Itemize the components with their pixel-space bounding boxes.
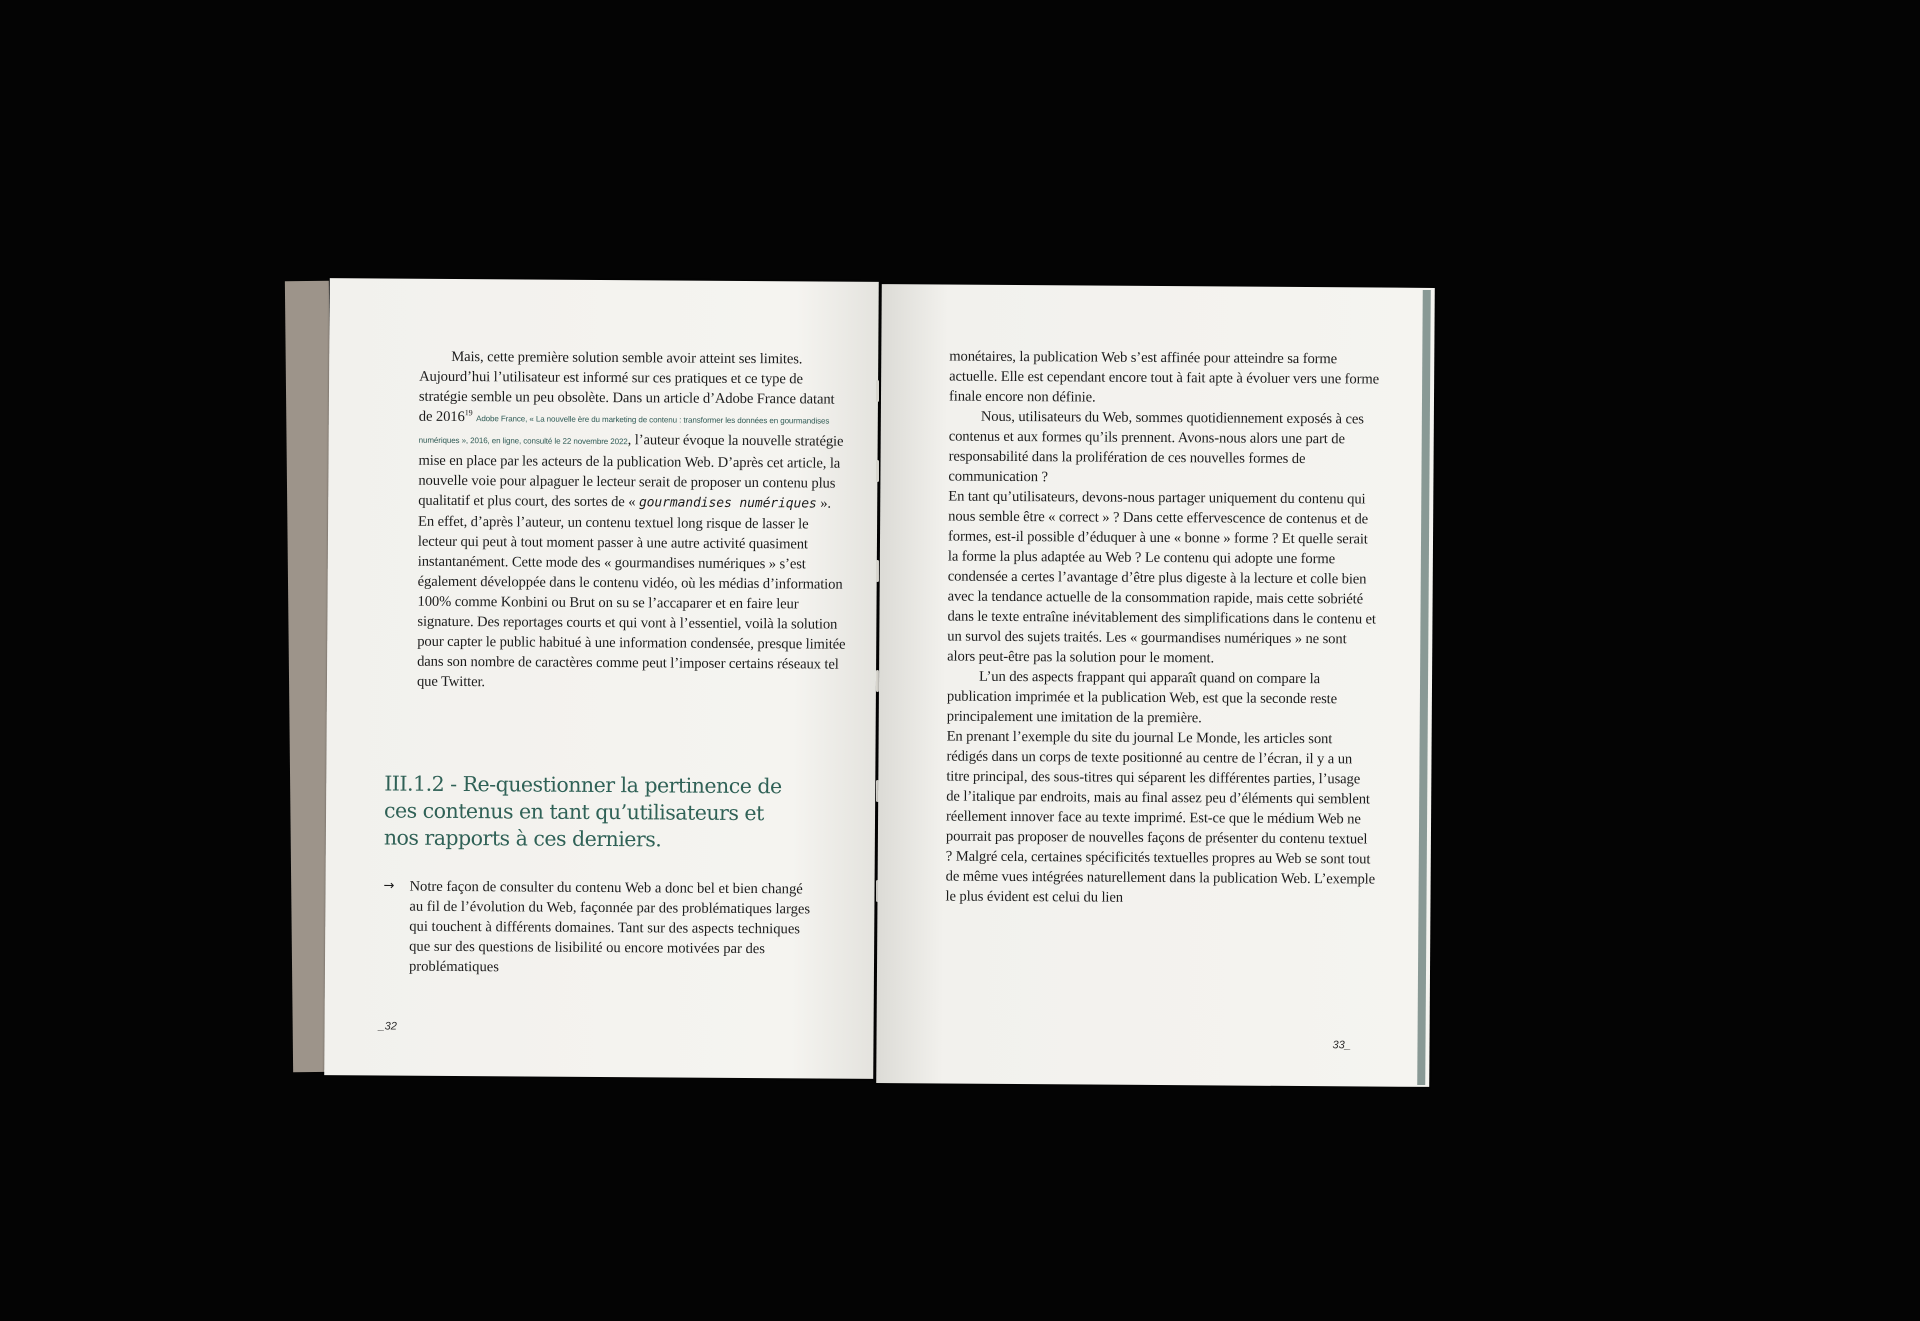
left-paragraph-1 xyxy=(417,347,849,695)
right-paragraph-4: L’un des aspects frappant qui apparaît quand on compare la publication imprimée et la publication Web, est que la seconde reste principalement une imitation de la première. xyxy=(946,668,1338,727)
right-paragraph-1: monétaires, la publication Web s’est affinée pour atteindre sa forme actuelle. Elle est cependant encore tout à fait apte à évoluer vers une forme finale encore non définie. xyxy=(948,348,1380,406)
left-paragraph-2: Notre façon de consulter du contenu Web a donc bel et bien changé au fil de l’évolution du Web, façonnée par des problématiques larges qui touchent à différents domaines. Tant sur des aspects techniques que sur des questions de lisibilité ou encore motivées par des problématiques xyxy=(408,878,811,976)
left-page xyxy=(324,278,879,1079)
stitch xyxy=(876,460,879,482)
paragraph-text: ». En effet, d’après l’auteur, un contenu textuel long risque de lasser le lecteur qui peut à tout moment passer à une autre activité quasiment instantanément. Cette mode des « gourmandises numériques » s’est également développée dans le contenu vidéo, où les médias d’information 100% comme Konbini ou Brut on su se l’accaparer et en faire leur signature. Des reportages courts et qui vont à l’essentiel, voilà la solution pour capter le public habitué à une information condensée, presque limitée dans son nombre de caractères comme peut l’imposer certains réseaux tel que Twitter. xyxy=(416,495,846,691)
left-body-text xyxy=(417,347,849,695)
page-number-left: _32 xyxy=(378,1020,397,1033)
arrow-right-icon: → xyxy=(383,878,395,894)
stitch xyxy=(876,560,879,582)
footnote-number: 19 xyxy=(464,408,473,418)
arrow-paragraph xyxy=(383,876,816,979)
stitch xyxy=(876,380,879,402)
right-paragraph-3: En tant qu’utilisateurs, devons-nous partager uniquement du contenu qui nous semble être « correct » ? Dans cette effervescence de contenus et de formes, est-il possible d’éduquer à une « bonne » forme ? Et quelle serait la forme la plus adaptée au Web ? Le contenu qui adopte une forme condensée a certes l’avantage d’être plus digeste à la lecture et colle bien avec la tendance actuelle de la consommation rapide, mais cette sobriété dans le texte entraîne inévitablement des simplifications dans le contenu et un survol des sujets traités. Les « gourmandises numériques » ne sont alors peut-être pas la solution pour le moment. xyxy=(947,488,1376,667)
paragraph-text: Mais, cette première solution semble avoir atteint ses limites. Aujourd’hui l’utilisateur est informé sur ces pratiques et ce type de stratégie semble un peu obsolète. Dans un article d’Adobe France datant de 2016 xyxy=(418,348,835,426)
right-paragraph-5: En prenant l’exemple du site du journal Le Monde, les articles sont rédigés dans un corps de texte positionné au centre de l’écran, il y a un titre principal, des sous-titres qui séparent les différentes parties, l’usage de l’italique par endroits, mais au final assez peu d’éléments qui semblent réellement innover face au texte imprimé. Est-ce que le médium Web ne pourrait pas proposer de nouvelles façons de présenter du contenu textuel ? Malgré cela, certaines spécificités textuelles propres au Web se sont tout de même vues intégrées naturellement dans la publication Web. L’exemple le plus évident est celui du lien xyxy=(945,728,1376,906)
page-number-right: 33_ xyxy=(1332,1039,1351,1052)
right-page xyxy=(876,284,1435,1087)
right-paragraph-2: Nous, utilisateurs du Web, sommes quotidiennement exposés à ces contenus et aux formes qu’ils prennent. Avons-nous alors une part de responsabilité dans la prolifération de ces nouvelles formes de communication ? xyxy=(948,408,1364,486)
right-body-text xyxy=(945,347,1379,910)
paragraph-text: , l’auteur évoque la nouvelle stratégie mise en place par les acteurs de la publication Web. D’après cet article, la nouvelle voie pour alpaguer le lecteur serait de proposer un contenu plus qualitatif et plus court, des sortes de « xyxy=(418,432,844,511)
footnote-text: Adobe France, « La nouvelle ère du marketing de contenu : transformer les données en gourmandises numériques », 2016, en ligne, consulté le 22 novembre 2022 xyxy=(418,414,830,447)
section-heading: III.1.2 - Re-questionner la pertinence de ces contenus en tant qu’utilisateurs et nos rapports à ces derniers. xyxy=(383,771,782,852)
monospace-emphasis: gourmandises numériques xyxy=(638,495,817,512)
